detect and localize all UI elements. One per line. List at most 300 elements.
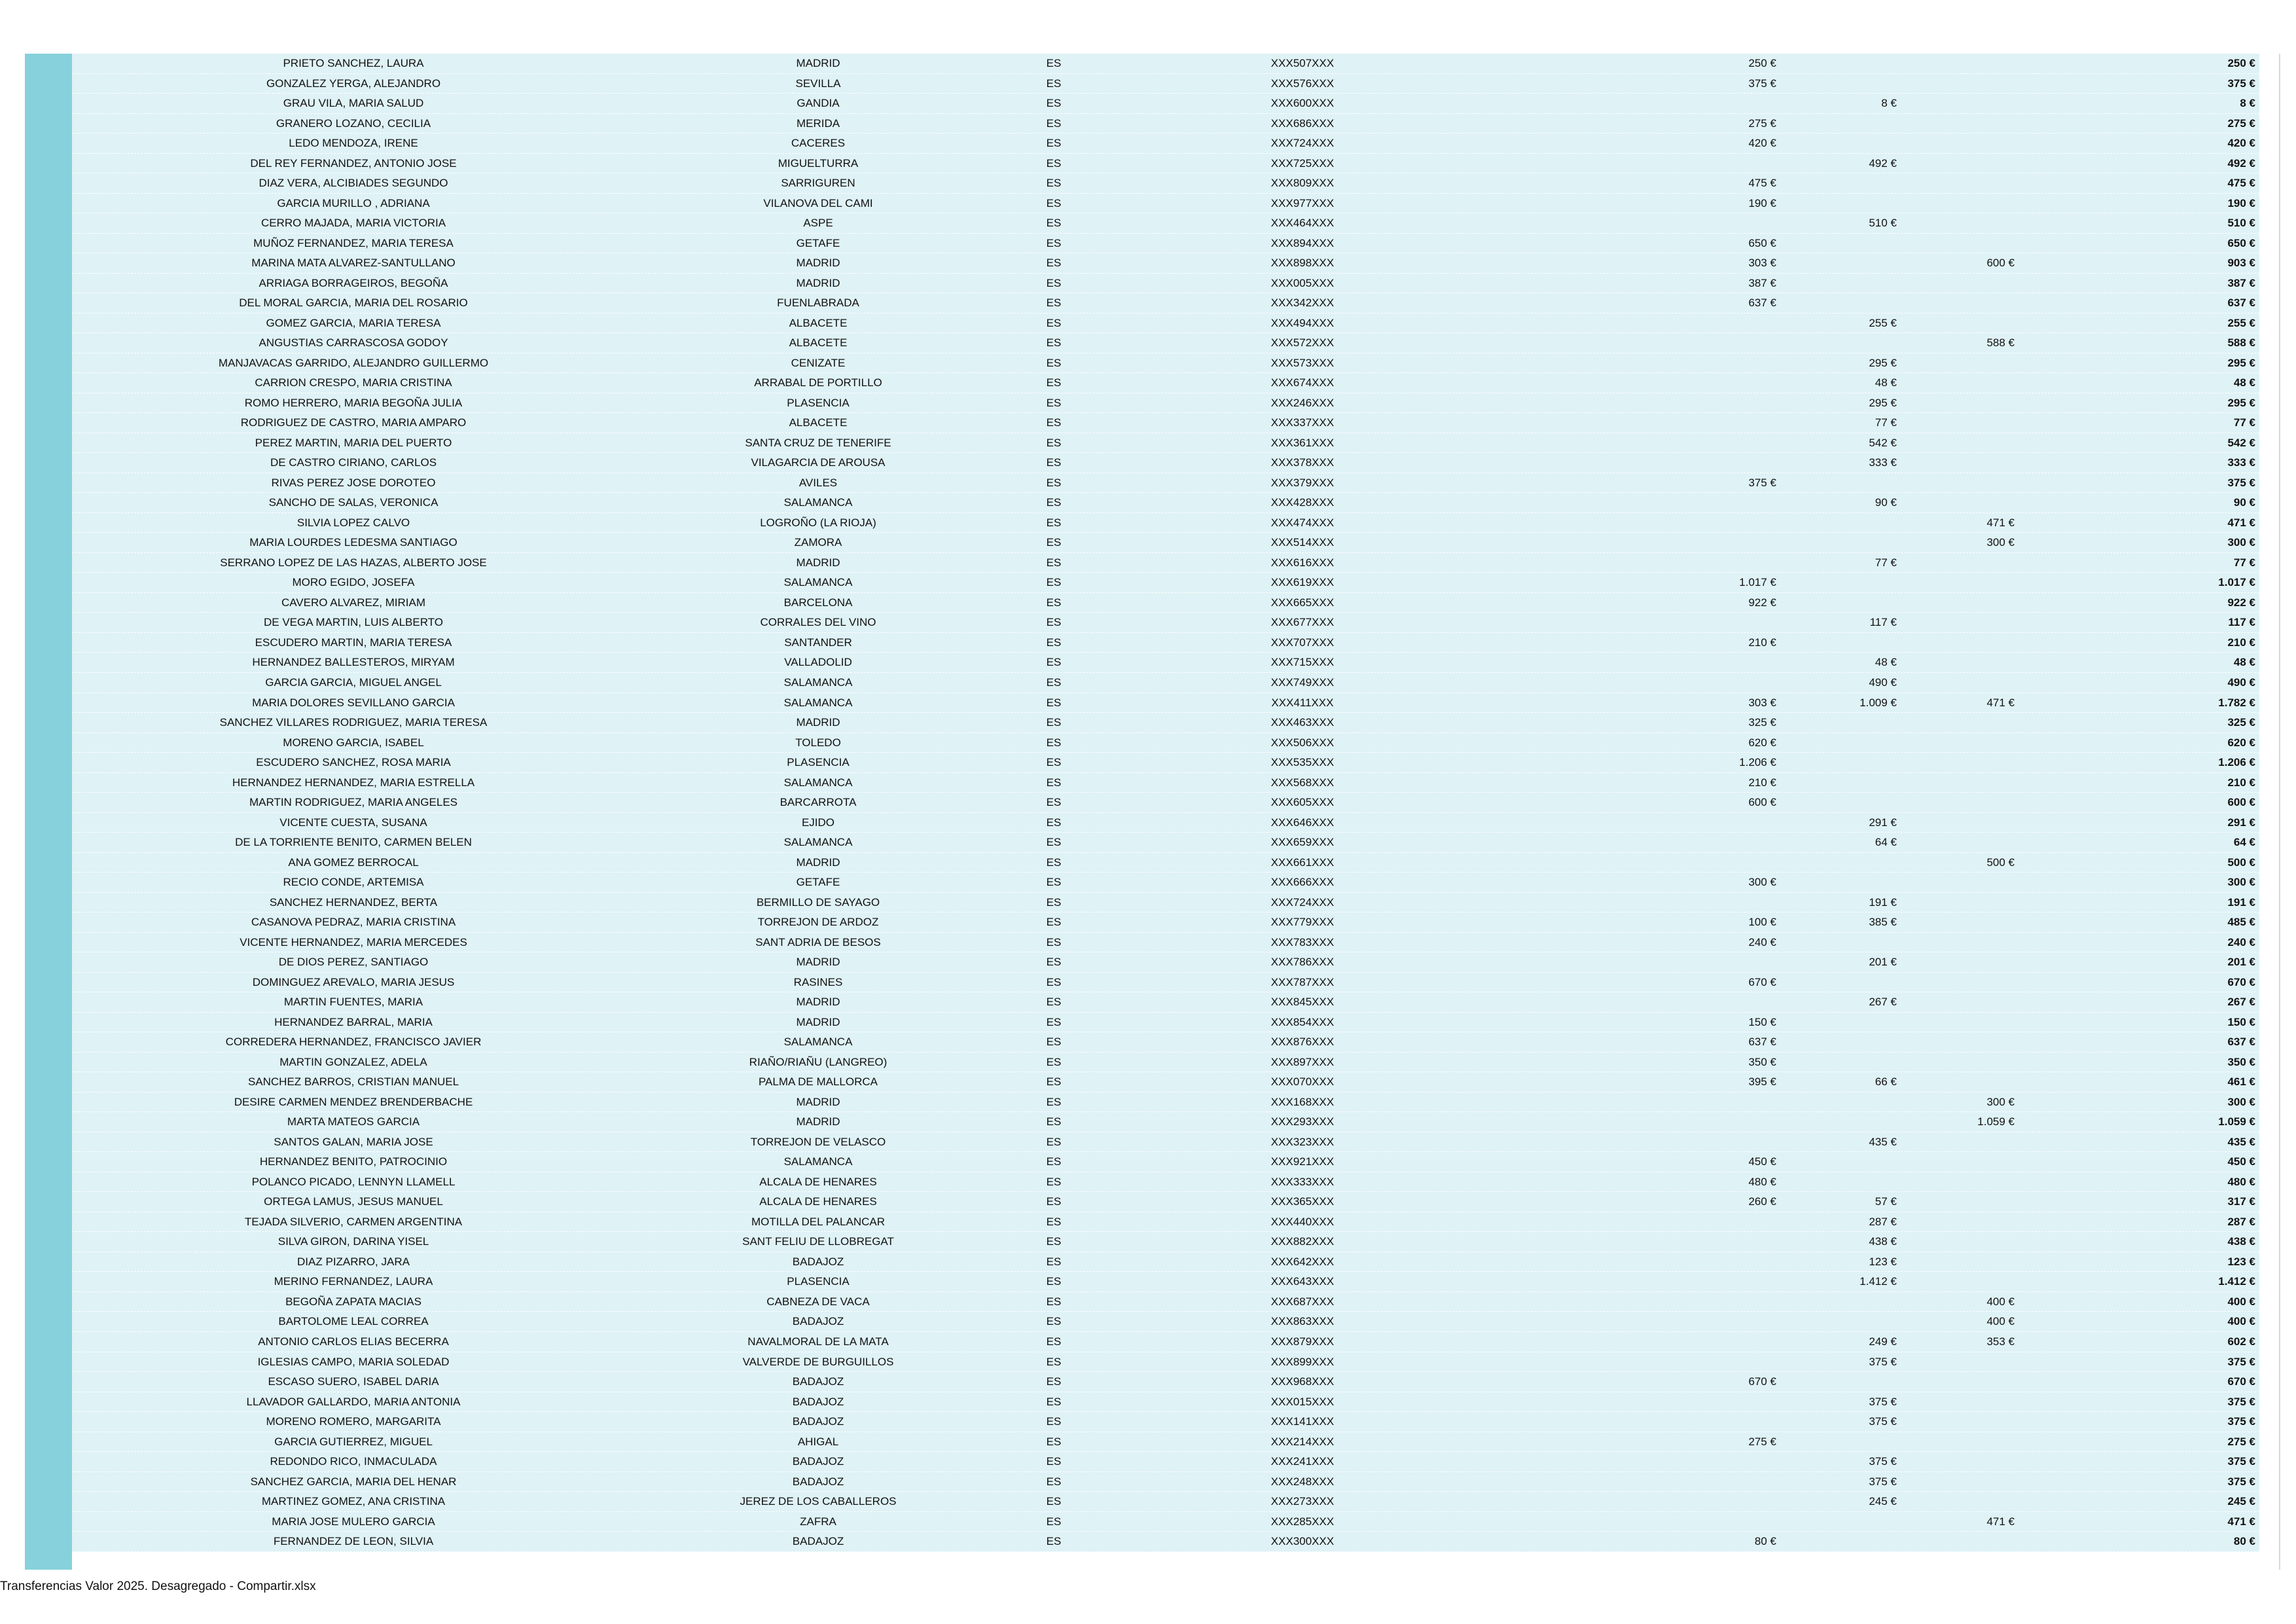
country-code: ES [1046,975,1062,988]
masked-id: XXX665XXX [1270,596,1335,609]
table-row [72,1532,2259,1552]
table-row [72,1312,2259,1332]
recipient-name: DE DIOS PEREZ, SANTIAGO [278,956,429,969]
country-code: ES [1046,156,1062,170]
amount-col-1: 250 € [1748,57,1776,69]
recipient-city: ASPE [803,217,833,230]
masked-id: XXX440XXX [1270,1215,1335,1228]
masked-id: XXX646XXX [1270,816,1335,829]
masked-id: XXX214XXX [1270,1435,1335,1448]
recipient-city: SALAMANCA [783,576,853,589]
country-code: ES [1046,696,1062,709]
recipient-city: MADRID [796,276,840,289]
amount-total: 240 € [2227,935,2255,948]
amount-col-2: 542 € [1869,436,1897,449]
masked-id: XXX783XXX [1270,935,1335,948]
masked-id: XXX573XXX [1270,356,1335,369]
masked-id: XXX876XXX [1270,1036,1335,1049]
recipient-city: TOLEDO [795,736,841,749]
country-code: ES [1046,636,1062,649]
masked-id: XXX005XXX [1270,276,1335,289]
recipient-name: LEDO MENDOZA, IRENE [289,137,418,150]
table-row [72,1112,2259,1132]
recipient-city: MADRID [796,716,840,729]
country-code: ES [1046,895,1062,909]
amount-total: 375 € [2227,1395,2255,1408]
country-code: ES [1046,876,1062,889]
amount-total: 375 € [2227,476,2255,489]
country-code: ES [1046,836,1062,849]
masked-id: XXX779XXX [1270,916,1335,929]
table-row [72,933,2259,953]
masked-id: XXX070XXX [1270,1075,1335,1089]
amount-total: 387 € [2227,276,2255,289]
recipient-city: MADRID [796,1095,840,1108]
recipient-city: LOGROÑO (LA RIOJA) [760,516,876,529]
amount-col-1: 275 € [1748,117,1776,130]
country-code: ES [1046,736,1062,749]
recipient-name: MARTIN FUENTES, MARIA [283,996,423,1009]
country-code: ES [1046,1095,1062,1108]
amount-total: 588 € [2227,336,2255,350]
recipient-city: PALMA DE MALLORCA [758,1075,878,1089]
amount-col-2: 375 € [1869,1355,1897,1368]
amount-col-1: 350 € [1748,1055,1776,1068]
country-code: ES [1046,576,1062,589]
recipient-name: MARIA DOLORES SEVILLANO GARCIA [252,696,455,709]
table-row [72,154,2259,174]
country-code: ES [1046,1535,1062,1548]
recipient-city: MERIDA [796,117,840,130]
country-code: ES [1046,297,1062,310]
recipient-name: MORO EGIDO, JOSEFA [292,576,415,589]
amount-col-2: 490 € [1869,676,1897,689]
masked-id: XXX659XXX [1270,836,1335,849]
table-row [72,653,2259,673]
masked-id: XXX619XXX [1270,576,1335,589]
amount-total: 300 € [2227,1095,2255,1108]
masked-id: XXX333XXX [1270,1175,1335,1188]
table-row [72,1372,2259,1392]
recipient-name: HERNANDEZ BENITO, PATROCINIO [259,1155,448,1168]
amount-total: 922 € [2227,596,2255,609]
recipient-city: SALAMANCA [783,1036,853,1049]
amount-total: 300 € [2227,876,2255,889]
recipient-name: MANJAVACAS GARRIDO, ALEJANDRO GUILLERMO [218,356,489,369]
recipient-city: PLASENCIA [787,396,850,409]
masked-id: XXX506XXX [1270,736,1335,749]
recipient-name: SILVIA LOPEZ CALVO [296,516,410,529]
recipient-name: VICENTE HERNANDEZ, MARIA MERCEDES [240,935,467,948]
amount-total: 1.059 € [2218,1115,2255,1128]
country-code: ES [1046,396,1062,409]
amount-total: 600 € [2227,796,2255,809]
amount-total: 375 € [2227,77,2255,90]
table-row [72,553,2259,573]
table-row [72,1192,2259,1212]
masked-id: XXX642XXX [1270,1255,1335,1268]
masked-id: XXX674XXX [1270,376,1335,389]
recipient-city: MADRID [796,956,840,969]
masked-id: XXX749XXX [1270,676,1335,689]
recipient-city: TORREJON DE ARDOZ [757,916,879,929]
amount-col-1: 300 € [1748,876,1776,889]
table-row [72,213,2259,234]
masked-id: XXX168XXX [1270,1095,1335,1108]
table-row [72,473,2259,494]
table-row [72,1392,2259,1413]
masked-id: XXX535XXX [1270,756,1335,769]
recipient-name: GRANERO LOZANO, CECILIA [276,117,431,130]
masked-id: XXX337XXX [1270,416,1335,429]
amount-col-2: 492 € [1869,156,1897,170]
amount-total: 48 € [2233,376,2255,389]
recipient-name: GRAU VILA, MARIA SALUD [283,97,424,110]
amount-col-3: 471 € [1986,1515,2015,1528]
amount-total: 190 € [2227,196,2255,209]
recipient-name: HERNANDEZ BARRAL, MARIA [274,1015,433,1028]
table-row [72,733,2259,753]
amount-total: 350 € [2227,1055,2255,1068]
recipient-city: VILAGARCIA DE AROUSA [751,456,886,469]
recipient-name: CASANOVA PEDRAZ, MARIA CRISTINA [251,916,456,929]
recipient-name: ESCASO SUERO, ISABEL DARIA [268,1375,439,1388]
amount-col-2: 191 € [1869,895,1897,909]
country-code: ES [1046,1235,1062,1248]
amount-total: 64 € [2233,836,2255,849]
country-code: ES [1046,556,1062,569]
country-code: ES [1046,137,1062,150]
masked-id: XXX428XXX [1270,496,1335,509]
country-code: ES [1046,1415,1062,1428]
recipient-name: DEL MORAL GARCIA, MARIA DEL ROSARIO [239,297,468,310]
table-row [72,74,2259,94]
amount-total: 210 € [2227,776,2255,789]
masked-id: XXX898XXX [1270,257,1335,270]
masked-id: XXX293XXX [1270,1115,1335,1128]
recipient-name: BEGOÑA ZAPATA MACIAS [285,1295,422,1308]
recipient-city: MADRID [796,1115,840,1128]
amount-col-2: 66 € [1874,1075,1897,1089]
recipient-city: ZAMORA [794,536,842,549]
amount-col-1: 620 € [1748,736,1776,749]
masked-id: XXX361XXX [1270,436,1335,449]
table-row [72,94,2259,114]
recipient-city: ALBACETE [789,416,848,429]
amount-col-2: 90 € [1874,496,1897,509]
recipient-city: SALAMANCA [783,696,853,709]
country-code: ES [1046,856,1062,869]
recipient-name: PRIETO SANCHEZ, LAURA [283,57,424,69]
amount-total: 255 € [2227,316,2255,329]
country-code: ES [1046,57,1062,69]
masked-id: XXX968XXX [1270,1375,1335,1388]
recipient-city: ALBACETE [789,316,848,329]
masked-id: XXX576XXX [1270,77,1335,90]
amount-total: 250 € [2227,57,2255,69]
recipient-name: ROMO HERRERO, MARIA BEGOÑA JULIA [244,396,463,409]
recipient-name: MARIA LOURDES LEDESMA SANTIAGO [249,536,457,549]
amount-col-1: 275 € [1748,1435,1776,1448]
table-row [72,1252,2259,1272]
recipient-city: ALCALA DE HENARES [759,1195,877,1208]
recipient-name: GARCIA GUTIERREZ, MIGUEL [274,1435,433,1448]
recipient-city: CABNEZA DE VACA [766,1295,870,1308]
masked-id: XXX248XXX [1270,1475,1335,1488]
masked-id: XXX464XXX [1270,217,1335,230]
amount-total: 191 € [2227,895,2255,909]
amount-col-3: 471 € [1986,696,2015,709]
recipient-name: GARCIA MURILLO , ADRIANA [277,196,430,209]
recipient-city: SALAMANCA [783,676,853,689]
amount-col-1: 240 € [1748,935,1776,948]
amount-total: 650 € [2227,236,2255,249]
amount-col-1: 80 € [1754,1535,1776,1548]
amount-col-3: 471 € [1986,516,2015,529]
country-code: ES [1046,596,1062,609]
amount-col-1: 303 € [1748,257,1776,270]
table-row [72,314,2259,334]
amount-total: 295 € [2227,396,2255,409]
masked-id: XXX273XXX [1270,1495,1335,1508]
table-row [72,912,2259,933]
masked-id: XXX809XXX [1270,177,1335,190]
amount-col-2: 64 € [1874,836,1897,849]
recipient-city: ALBACETE [789,336,848,350]
recipient-name: GARCIA GARCIA, MIGUEL ANGEL [265,676,442,689]
amount-col-2: 77 € [1874,556,1897,569]
masked-id: XXX605XXX [1270,796,1335,809]
recipient-name: ORTEGA LAMUS, JESUS MANUEL [264,1195,443,1208]
amount-col-2: 77 € [1874,416,1897,429]
recipient-city: CENIZATE [791,356,846,369]
country-code: ES [1046,1135,1062,1148]
table-row [72,1053,2259,1073]
amount-col-1: 190 € [1748,196,1776,209]
amount-col-1: 1.017 € [1739,576,1776,589]
amount-col-3: 400 € [1986,1315,2015,1328]
country-code: ES [1046,1175,1062,1188]
table-row [72,333,2259,353]
masked-id: XXX411XXX [1271,696,1334,709]
country-code: ES [1046,1215,1062,1228]
country-code: ES [1046,1255,1062,1268]
recipient-name: CAVERO ALVAREZ, MIRIAM [281,596,426,609]
amount-total: 637 € [2227,297,2255,310]
masked-id: XXX894XXX [1270,236,1335,249]
masked-id: XXX725XXX [1270,156,1335,170]
country-code: ES [1046,1475,1062,1488]
amount-total: 291 € [2227,816,2255,829]
amount-total: 438 € [2227,1235,2255,1248]
country-code: ES [1046,1115,1062,1128]
amount-total: 480 € [2227,1175,2255,1188]
table-row [72,1272,2259,1292]
amount-total: 375 € [2227,1475,2255,1488]
masked-id: XXX661XXX [1270,856,1335,869]
country-code: ES [1046,1275,1062,1288]
masked-id: XXX379XXX [1270,476,1335,489]
table-row [72,413,2259,433]
recipient-name: DOMINGUEZ AREVALO, MARIA JESUS [252,975,455,988]
table-row [72,952,2259,973]
table-row [72,973,2259,993]
table-row [72,1332,2259,1352]
recipient-name: MORENO GARCIA, ISABEL [283,736,424,749]
masked-id: XXX863XXX [1270,1315,1335,1328]
amount-total: 471 € [2227,516,2255,529]
recipient-name: SANTOS GALAN, MARIA JOSE [274,1135,433,1148]
table-row [72,1092,2259,1113]
amount-col-2: 510 € [1869,217,1897,230]
recipient-city: GETAFE [796,876,840,889]
table-row [72,54,2259,74]
amount-col-1: 450 € [1748,1155,1776,1168]
recipient-city: MADRID [796,556,840,569]
amount-col-2: 333 € [1869,456,1897,469]
table-row [72,1352,2259,1373]
amount-total: 48 € [2233,656,2255,669]
masked-id: XXX677XXX [1270,616,1335,629]
country-code: ES [1046,1315,1062,1328]
masked-id: XXX463XXX [1270,716,1335,729]
table-row [72,833,2259,853]
amount-total: 450 € [2227,1155,2255,1168]
amount-col-1: 670 € [1748,1375,1776,1388]
recipient-city: BADAJOZ [792,1535,844,1548]
country-code: ES [1046,756,1062,769]
amount-total: 1.782 € [2218,696,2255,709]
amount-col-2: 375 € [1869,1475,1897,1488]
masked-id: XXX786XXX [1270,956,1335,969]
recipient-city: SEVILLA [795,77,841,90]
masked-id: XXX724XXX [1270,895,1335,909]
amount-col-2: 249 € [1869,1335,1897,1348]
recipient-city: JEREZ DE LOS CABALLEROS [740,1495,897,1508]
table-row [72,353,2259,374]
recipient-name: DEL REY FERNANDEZ, ANTONIO JOSE [250,156,457,170]
country-code: ES [1046,416,1062,429]
country-code: ES [1046,1015,1062,1028]
country-code: ES [1046,1355,1062,1368]
amount-col-1: 395 € [1748,1075,1776,1089]
recipient-name: ARRIAGA BORRAGEIROS, BEGOÑA [259,276,448,289]
amount-col-1: 375 € [1748,476,1776,489]
recipient-city: SANT FELIU DE LLOBREGAT [742,1235,894,1248]
table-row [72,813,2259,833]
amount-total: 375 € [2227,1455,2255,1468]
recipient-name: RODRIGUEZ DE CASTRO, MARIA AMPARO [240,416,467,429]
amount-total: 275 € [2227,117,2255,130]
recipient-name: ESCUDERO SANCHEZ, ROSA MARIA [256,756,451,769]
masked-id: XXX666XXX [1270,876,1335,889]
country-code: ES [1046,716,1062,729]
recipient-name: MUÑOZ FERNANDEZ, MARIA TERESA [253,236,454,249]
amount-col-1: 670 € [1748,975,1776,988]
data-table [72,54,2259,1552]
recipient-name: SERRANO LOPEZ DE LAS HAZAS, ALBERTO JOSE [220,556,487,569]
table-row [72,453,2259,473]
table-row [72,293,2259,314]
amount-col-2: 1.009 € [1859,696,1897,709]
recipient-name: ANTONIO CARLOS ELIAS BECERRA [258,1335,449,1348]
amount-total: 317 € [2227,1195,2255,1208]
recipient-city: SANT ADRIA DE BESOS [755,935,881,948]
recipient-city: ZAFRA [800,1515,836,1528]
amount-total: 287 € [2227,1215,2255,1228]
amount-total: 80 € [2233,1535,2255,1548]
table-row [72,373,2259,393]
recipient-name: DE LA TORRIENTE BENITO, CARMEN BELEN [235,836,472,849]
table-row [72,1412,2259,1432]
country-code: ES [1046,996,1062,1009]
masked-id: XXX141XXX [1270,1415,1335,1428]
country-code: ES [1046,276,1062,289]
recipient-name: CORREDERA HERNANDEZ, FRANCISCO JAVIER [225,1036,482,1049]
masked-id: XXX285XXX [1270,1515,1335,1528]
recipient-city: VILANOVA DEL CAMI [763,196,873,209]
table-row [72,513,2259,533]
masked-id: XXX643XXX [1270,1275,1335,1288]
amount-total: 325 € [2227,716,2255,729]
amount-col-1: 375 € [1748,77,1776,90]
recipient-city: MADRID [796,1015,840,1028]
amount-col-3: 400 € [1986,1295,2015,1308]
recipient-city: BADAJOZ [792,1375,844,1388]
country-code: ES [1046,1495,1062,1508]
masked-id: XXX342XXX [1270,297,1335,310]
country-code: ES [1046,1435,1062,1448]
amount-col-2: 435 € [1869,1135,1897,1148]
country-code: ES [1046,1335,1062,1348]
table-row [72,573,2259,593]
amount-total: 8 € [2240,97,2255,110]
amount-total: 275 € [2227,1435,2255,1448]
amount-total: 420 € [2227,137,2255,150]
recipient-city: MIGUELTURRA [778,156,859,170]
country-code: ES [1046,516,1062,529]
recipient-name: DIAZ VERA, ALCIBIADES SEGUNDO [259,177,448,190]
amount-col-2: 117 € [1869,616,1897,629]
file-name-footer: Transferencias Valor 2025. Desagregado - Compartir.xlsx [0,1579,316,1593]
masked-id: XXX715XXX [1270,656,1335,669]
table-row [72,1492,2259,1512]
amount-total: 670 € [2227,1375,2255,1388]
table-row [72,793,2259,813]
masked-id: XXX572XXX [1270,336,1335,350]
recipient-name: RECIO CONDE, ARTEMISA [283,876,424,889]
amount-col-2: 375 € [1869,1395,1897,1408]
recipient-name: MARTA MATEOS GARCIA [287,1115,420,1128]
masked-id: XXX787XXX [1270,975,1335,988]
amount-col-1: 210 € [1748,636,1776,649]
recipient-city: ARRABAL DE PORTILLO [754,376,882,389]
table-row [72,234,2259,254]
recipient-city: PLASENCIA [787,756,850,769]
table-row [72,253,2259,274]
amount-total: 90 € [2233,496,2255,509]
country-code: ES [1046,257,1062,270]
table-row [72,593,2259,613]
masked-id: XXX015XXX [1270,1395,1335,1408]
amount-col-2: 291 € [1869,816,1897,829]
recipient-city: SALAMANCA [783,496,853,509]
masked-id: XXX378XXX [1270,456,1335,469]
amount-col-2: 295 € [1869,356,1897,369]
table-row [72,173,2259,194]
amount-col-1: 1.206 € [1739,756,1776,769]
table-row [72,873,2259,893]
